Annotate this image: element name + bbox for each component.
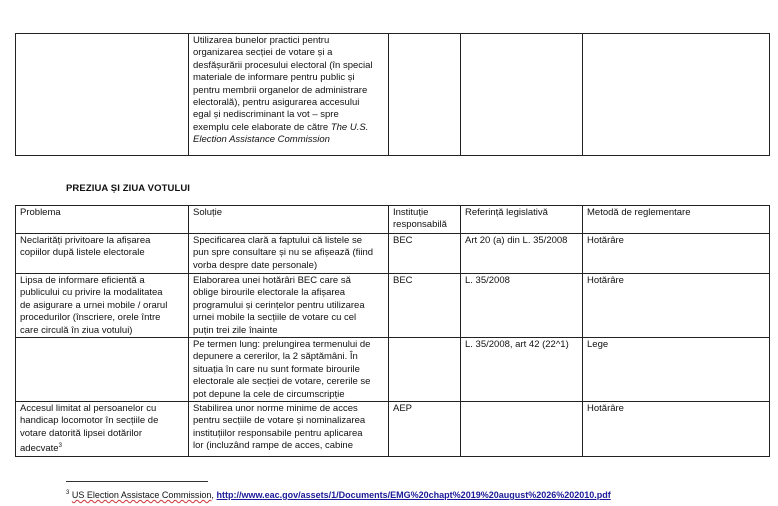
table-row (16, 234, 770, 274)
header-solution: Soluție (189, 206, 389, 234)
problem-text: Accesul limitat al persoanelor cu handicap locomotor în secțiile de votare datorită lipsei dotărilor adecvate (20, 403, 159, 455)
footnote-separator (66, 481, 208, 482)
voting-day-table (15, 205, 770, 457)
institution-cell (389, 34, 461, 156)
section-title: PREZIUA ȘI ZIUA VOTULUI (66, 183, 191, 194)
legal-ref-cell (461, 34, 583, 156)
footnote-separator-text: , (211, 490, 214, 500)
method-cell: Hotărâre (583, 274, 770, 338)
solution-cell: Specificarea clară a faptului că listele se pun spre consultare și nu se afișează (fiind vorba despre date personale) (189, 234, 389, 274)
legal-ref-cell (461, 402, 583, 457)
legal-ref-cell: Art 20 (a) din L. 35/2008 (461, 234, 583, 274)
footnote (66, 487, 611, 501)
footnote-link[interactable]: http://www.eac.gov/assets/1/Documents/EMG%20chapt%2019%20august%2026%202010.pdf (216, 490, 611, 500)
institution-cell (389, 338, 461, 402)
institution-cell: AEP (389, 402, 461, 457)
header-legal-ref: Referință legislativă (461, 206, 583, 234)
footnote-source: US Election Assistace Commission (71, 490, 212, 500)
header-method: Metodă de reglementare (583, 206, 770, 234)
header-institution: Instituție responsabilă (389, 206, 461, 234)
table-row (16, 402, 770, 457)
institution-cell: BEC (389, 234, 461, 274)
header-problem: Problema (16, 206, 189, 234)
table-row (16, 338, 770, 402)
legal-ref-cell: L. 35/2008 (461, 274, 583, 338)
previous-table-continuation (15, 33, 770, 156)
problem-cell (16, 402, 189, 457)
problem-cell: Lipsa de informare eficientă a publicului cu privire la modalitatea de asigurare a urnei mobile / orarul procedurilor (înscriere, orele între care circulă în ziua votului) (16, 274, 189, 338)
solution-cell: Stabilirea unor norme minime de acces pentru secțiile de votare și nominalizarea instituțiilor responsabile pentru aplicarea lor (incluzând rampe de acces, cabine (189, 402, 389, 457)
table-header-row (16, 206, 770, 234)
solution-italic-text: The U.S. Election Assistance Commission (193, 121, 369, 146)
method-cell: Hotărâre (583, 234, 770, 274)
method-cell (583, 34, 770, 156)
solution-text: Utilizarea bunelor practici pentru organizarea secției de votare și a desfășurării procesului electoral (în special materiale de informare pentru public și pentru membrii organelor de administrare electorală), pentru asigurarea accesului egal și nediscriminant la vot – spre exemplu cele elaborate de către (193, 35, 373, 133)
problem-cell: Neclarități privitoare la afișarea copiilor după listele electorale (16, 234, 189, 274)
problem-cell (16, 34, 189, 156)
method-cell: Lege (583, 338, 770, 402)
method-cell: Hotărâre (583, 402, 770, 457)
problem-cell (16, 338, 189, 402)
solution-cell: Pe termen lung: prelungirea termenului de depunere a cererilor, la 2 săptămâni. În situația în care nu sunt formate birourile electorale ale secției de votare, cererile se pot depune la cele de circumscripție (189, 338, 389, 402)
institution-cell: BEC (389, 274, 461, 338)
table-row (16, 34, 770, 156)
solution-cell: Elaborarea unei hotărâri BEC care să oblige birourile electorale la afișarea programului și cerințelor pentru utilizarea urnei mobile la secțiile de votare cu cel puțin trei zile înainte (189, 274, 389, 338)
footnote-number: 3 (66, 490, 70, 496)
solution-cell (189, 34, 389, 156)
legal-ref-cell: L. 35/2008, art 42 (22^1) (461, 338, 583, 402)
footnote-reference[interactable]: 3 (58, 443, 62, 450)
table-row (16, 274, 770, 338)
